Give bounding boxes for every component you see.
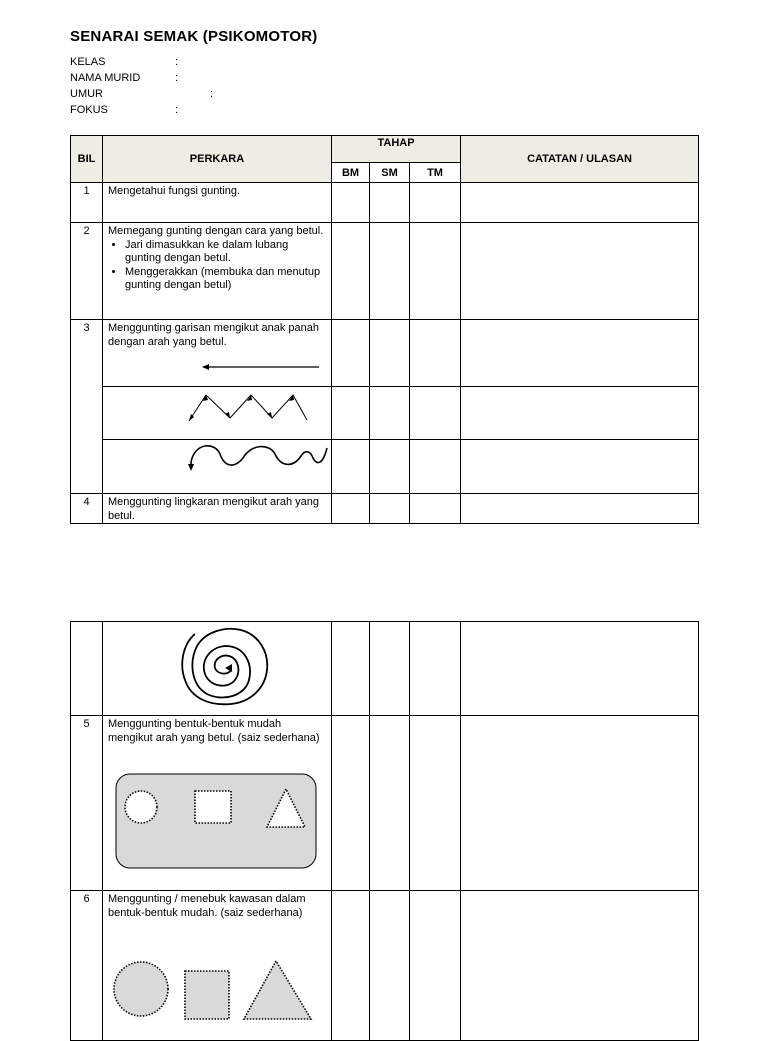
sm-cell[interactable] — [370, 223, 410, 320]
wavy-line-icon — [103, 440, 332, 493]
item-number: 5 — [71, 716, 103, 891]
item-text: Menggunting bentuk-bentuk mudah mengikut arah yang betul. (saiz sederhana) — [108, 718, 320, 744]
table-row — [71, 223, 699, 320]
dotted-square-icon — [185, 971, 229, 1019]
bm-cell[interactable] — [332, 320, 370, 387]
item-text: Mengetahui fungsi gunting. — [103, 183, 332, 223]
kelas-colon: : — [175, 56, 179, 68]
item-number — [71, 622, 103, 716]
tm-cell[interactable] — [410, 183, 461, 223]
header-catatan: CATATAN / ULASAN — [461, 136, 699, 183]
header-bm: BM — [332, 163, 370, 183]
bm-cell[interactable] — [332, 716, 370, 891]
header-perkara: PERKARA — [103, 136, 332, 183]
table-row — [71, 387, 699, 440]
nama-murid-colon: : — [175, 72, 179, 84]
dotted-square-icon — [195, 791, 231, 823]
item-content — [103, 223, 332, 320]
sm-cell[interactable] — [370, 716, 410, 891]
spiral-icon — [103, 622, 332, 714]
table-row — [71, 183, 699, 223]
umur-colon: : — [210, 88, 214, 100]
bm-cell[interactable] — [332, 440, 370, 494]
tm-cell[interactable] — [410, 494, 461, 524]
table-row — [71, 716, 699, 891]
zigzag-line-icon — [103, 387, 332, 439]
header-tm: TM — [410, 163, 461, 183]
item-number: 3 — [71, 320, 103, 494]
item-content — [103, 320, 332, 387]
shapes-row — [113, 953, 333, 1023]
catatan-cell[interactable] — [461, 891, 699, 1041]
umur-label: UMUR — [70, 88, 103, 100]
item-text: Memegang gunting dengan cara yang betul. — [108, 225, 324, 237]
wave-figure-cell — [103, 440, 332, 494]
bm-cell[interactable] — [332, 387, 370, 440]
table-row — [71, 622, 699, 716]
header-tahap: TAHAP — [332, 136, 461, 163]
spiral-figure-cell — [103, 622, 332, 716]
catatan-cell[interactable] — [461, 440, 699, 494]
straight-arrow-line-icon — [201, 361, 331, 373]
checklist-table-1 — [70, 135, 699, 524]
bm-cell[interactable] — [332, 183, 370, 223]
bm-cell[interactable] — [332, 494, 370, 524]
item-text: Menggunting garisan mengikut anak panah dengan arah yang betul. — [108, 322, 319, 348]
page-title: SENARAI SEMAK (PSIKOMOTOR) — [70, 28, 318, 45]
sm-cell[interactable] — [370, 494, 410, 524]
bm-cell[interactable] — [332, 622, 370, 716]
tm-cell[interactable] — [410, 387, 461, 440]
kelas-label: KELAS — [70, 56, 106, 68]
catatan-cell[interactable] — [461, 716, 699, 891]
tm-cell[interactable] — [410, 320, 461, 387]
shapes-panel — [114, 772, 320, 872]
sm-cell[interactable] — [370, 622, 410, 716]
dotted-circle-icon — [125, 791, 157, 823]
nama-murid-label: NAMA MURID — [70, 72, 141, 84]
table-row — [71, 320, 699, 387]
item-number: 4 — [71, 494, 103, 524]
sm-cell[interactable] — [370, 440, 410, 494]
bullet-item: • Menggerakkan (membuka dan menutup gunting dengan betul) — [125, 266, 327, 293]
item-text: Menggunting lingkaran mengikut arah yang betul. — [103, 494, 332, 524]
bm-cell[interactable] — [332, 223, 370, 320]
tm-cell[interactable] — [410, 440, 461, 494]
fokus-colon: : — [175, 104, 179, 116]
tm-cell[interactable] — [410, 622, 461, 716]
header-bil: BIL — [71, 136, 103, 183]
item-number: 1 — [71, 183, 103, 223]
item-number: 2 — [71, 223, 103, 320]
tm-cell[interactable] — [410, 891, 461, 1041]
dotted-circle-icon — [114, 962, 168, 1016]
table-row — [71, 440, 699, 494]
item-text: Menggunting / menebuk kawasan dalam bentuk-bentuk mudah. (saiz sederhana) — [108, 893, 306, 919]
item-number: 6 — [71, 891, 103, 1041]
bm-cell[interactable] — [332, 891, 370, 1041]
catatan-cell[interactable] — [461, 622, 699, 716]
item-content — [103, 716, 332, 891]
sm-cell[interactable] — [370, 891, 410, 1041]
catatan-cell[interactable] — [461, 183, 699, 223]
sm-cell[interactable] — [370, 320, 410, 387]
bullet-item: • Jari dimasukkan ke dalam lubang gunting dengan betul. — [125, 239, 327, 266]
sm-cell[interactable] — [370, 183, 410, 223]
checklist-table-2 — [70, 621, 699, 1041]
header-sm: SM — [370, 163, 410, 183]
tm-cell[interactable] — [410, 716, 461, 891]
fokus-label: FOKUS — [70, 104, 108, 116]
table-row — [71, 891, 699, 1041]
catatan-cell[interactable] — [461, 320, 699, 387]
dotted-triangle-icon — [244, 961, 311, 1019]
catatan-cell[interactable] — [461, 387, 699, 440]
catatan-cell[interactable] — [461, 494, 699, 524]
zigzag-figure-cell — [103, 387, 332, 440]
tm-cell[interactable] — [410, 223, 461, 320]
sm-cell[interactable] — [370, 387, 410, 440]
catatan-cell[interactable] — [461, 223, 699, 320]
table-row — [71, 494, 699, 524]
item-content — [103, 891, 332, 1041]
item-bullets — [108, 239, 327, 293]
